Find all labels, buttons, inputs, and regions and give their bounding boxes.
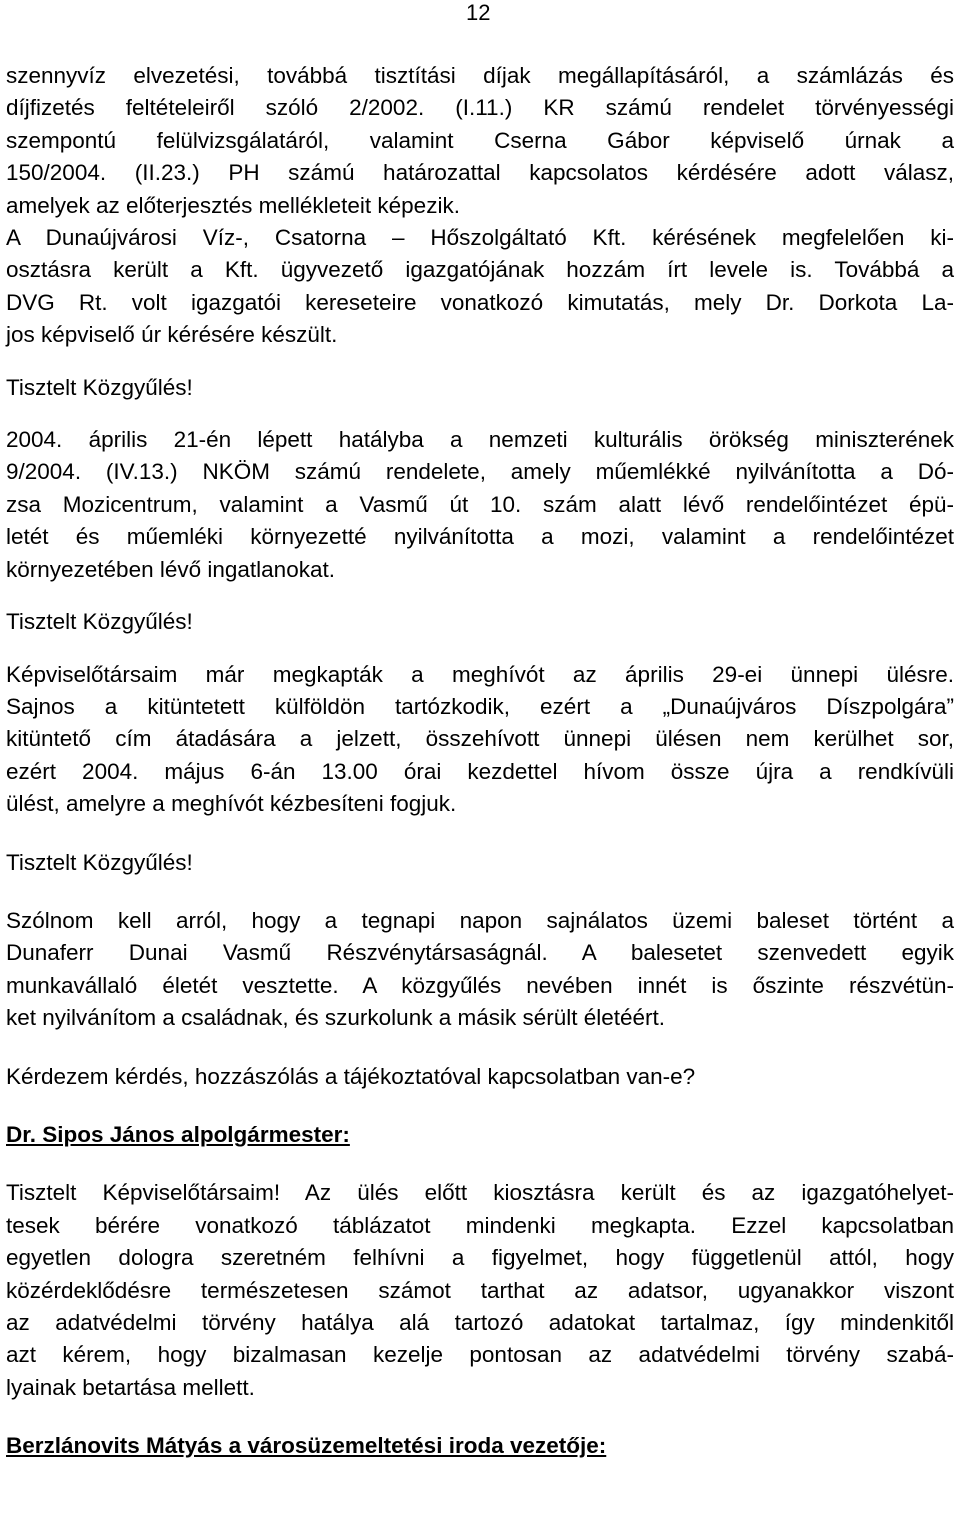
speaker-name: Dr. Sipos János alpolgármester: [6, 1121, 350, 1147]
text-line: munkavállaló életét vesztette. A közgyűlés nevében innét is őszinte részvétün- [6, 972, 954, 998]
text-line: szempontú felülvizsgálatáról, valamint Cserna Gábor képviselő úrnak a [6, 127, 954, 153]
text-line: díjfizetés feltételeiről szóló 2/2002. (I.11.) KR számú rendelet törvényességi [6, 95, 954, 121]
text-line: Szólnom kell arról, hogy a tegnapi napon sajnálatos üzemi baleset történt a [6, 907, 954, 933]
text-line: A Dunaújvárosi Víz-, Csatorna – Hőszolgáltató Kft. kérésének megfelelően ki- [6, 225, 954, 251]
text-line: DVG Rt. volt igazgatói kereseteire vonatkozó kimutatás, mely Dr. Dorkota La- [6, 289, 954, 315]
text-line: tesek bérére vonatkozó táblázatot mindenki megkapta. Ezzel kapcsolatban [6, 1212, 954, 1238]
text-line: kitüntető cím átadására a jelzett, összehívott ünnepi ülésen nem kerülhet sor, [6, 726, 954, 752]
speaker-heading-1 [6, 1119, 954, 1151]
text-line: jos képviselő úr kérésére készült. [6, 322, 338, 348]
text-line: Képviselőtársaim már megkapták a meghívót az április 29-ei ünnepi ülésre. [6, 661, 954, 687]
speaker-1-paragraph [6, 1177, 954, 1404]
document-body [6, 60, 954, 1463]
paragraph-4 [6, 659, 954, 821]
salutation-3 [6, 847, 954, 879]
text-line: Sajnos a kitüntetett külföldön tartózkodik, ezért a „Dunaújváros Díszpolgára” [6, 693, 954, 719]
text-line: közérdeklődésre természetesen számot tarthat az adatsor, ugyanakkor viszont [6, 1277, 954, 1303]
text-line: Tisztelt Közgyűlés! [6, 609, 193, 635]
paragraph-3 [6, 424, 954, 586]
question-paragraph [6, 1061, 954, 1093]
salutation-2 [6, 606, 954, 638]
text-line: 2004. április 21-én lépett hatályba a nemzeti kulturális örökség miniszterének [6, 427, 954, 453]
speaker-name: Berzlánovits Mátyás a városüzemeltetési iroda vezetője: [6, 1433, 607, 1459]
paragraph-2 [6, 222, 954, 352]
text-line: zsa Mozicentrum, valamint a Vasmű út 10. szám alatt lévő rendelőintézet épü- [6, 491, 954, 517]
text-line: környezetében lévő ingatlanokat. [6, 556, 335, 582]
paragraph-1 [6, 60, 954, 222]
text-line: ülést, amelyre a meghívót kézbesíteni fogjuk. [6, 791, 457, 817]
text-line: letét és műemléki környezetté nyilvánította a mozi, valamint a rendelőintézet [6, 524, 954, 550]
text-line: szennyvíz elvezetési, továbbá tisztítási díjak megállapításáról, a számlázás és [6, 63, 954, 88]
text-line: osztásra került a Kft. ügyvezető igazgatójának hozzám írt levele is. Továbbá a [6, 257, 954, 283]
text-line: ezért 2004. május 6-án 13.00 órai kezdettel hívom össze újra a rendkívüli [6, 758, 954, 784]
text-line: lyainak betartása mellett. [6, 1374, 255, 1400]
text-line: azt kérem, hogy bizalmasan kezelje pontosan az adatvédelmi törvény szabá- [6, 1342, 954, 1368]
text-line: Tisztelt Közgyűlés! [6, 849, 193, 875]
text-line: Tisztelt Közgyűlés! [6, 374, 193, 400]
text-line: az adatvédelmi törvény hatálya alá tartozó adatokat tartalmaz, így mindenkitől [6, 1310, 954, 1335]
text-line: amelyek az előterjesztés mellékleteit képezik. [6, 192, 460, 218]
text-line: Tisztelt Képviselőtársaim! Az ülés előtt kiosztásra került és az igazgatóhelyet- [6, 1180, 954, 1206]
text-line: 150/2004. (II.23.) PH számú határozattal kapcsolatos kérdésére adott válasz, [6, 160, 954, 186]
page-number: 12 [466, 0, 491, 25]
text-line: 9/2004. (IV.13.) NKÖM számú rendelete, amely műemlékké nyilvánította a Dó- [6, 459, 954, 485]
salutation-1 [6, 372, 954, 404]
text-line: egyetlen dologra szeretném felhívni a figyelmet, hogy függetlenül attól, hogy [6, 1245, 954, 1271]
text-line: ket nyilvánítom a családnak, és szurkolunk a másik sérült életéért. [6, 1005, 666, 1031]
speaker-heading-2 [6, 1430, 954, 1462]
text-line: Kérdezem kérdés, hozzászólás a tájékoztatóval kapcsolatban van-e? [6, 1063, 696, 1089]
text-line: Dunaferr Dunai Vasmű Részvénytársaságnál. A balesetet szenvedett egyik [6, 940, 954, 966]
paragraph-5 [6, 905, 954, 1035]
